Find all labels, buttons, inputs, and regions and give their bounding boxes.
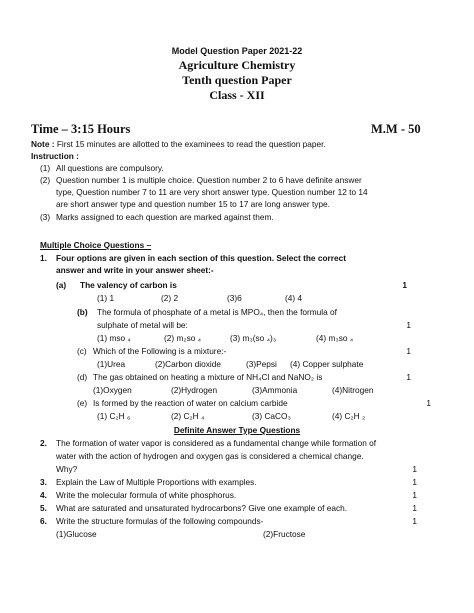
option: (1) mso ₄: [97, 333, 131, 343]
instruction-text: Marks assigned to each question are marked against them.: [56, 212, 274, 222]
question-text: water with the action of hydrogen and oxygen gas is considered a chemical change.: [56, 451, 364, 461]
marks: 1: [406, 372, 411, 382]
question-number: 5.: [40, 503, 47, 513]
part-stem: sulphate of metal will be:: [97, 320, 188, 330]
option: (4) m₃so ₄: [316, 333, 354, 343]
question-text: Four options are given in each section of this question. Select the correct: [56, 253, 346, 263]
max-marks-label: M.M - 50: [371, 122, 421, 136]
instruction-text: are short answer type and question number 15 to 17 are long answer type.: [56, 199, 330, 209]
option: (1)Urea: [97, 359, 126, 369]
option: (4) 4: [285, 293, 303, 303]
option: (2)Fructose: [263, 529, 306, 539]
instruction-text: type, Question number 7 to 11 are very short answer type. Question number 12 to 14: [56, 187, 368, 197]
question-number: 4.: [40, 490, 47, 500]
part-label: (c): [77, 346, 87, 356]
question-number: 6.: [40, 516, 47, 526]
question-text: Explain the Law of Multiple Proportions with examples.: [56, 477, 257, 487]
question-number: 2.: [40, 438, 47, 448]
marks: 1: [412, 516, 417, 526]
note-label: Note :: [31, 139, 55, 149]
class-title: Class - XII: [209, 88, 265, 102]
question-number: 1.: [40, 253, 47, 263]
option: (2) m₂so ₄: [164, 333, 202, 343]
question-text: Write the structure formulas of the following compounds-: [56, 516, 264, 526]
part-label: (b): [77, 307, 88, 317]
part-stem: The gas obtained on heating a mixture of NH₄Cl and NaNO₂ is: [93, 372, 323, 382]
instruction-num: (1): [40, 163, 51, 173]
question-text: answer and write in your answer sheet:-: [56, 265, 214, 275]
marks: 1: [412, 490, 417, 500]
option: (2)Hydrogen: [171, 385, 218, 395]
option: (1) 1: [97, 293, 115, 303]
question-text: Why?: [56, 464, 78, 474]
part-label: (e): [77, 398, 88, 408]
option: (3)6: [227, 293, 242, 303]
mcq-heading: Multiple Choice Questions –: [40, 240, 152, 250]
option: (4) Copper sulphate: [290, 359, 364, 369]
marks: 1: [412, 503, 417, 513]
part-label: (d): [77, 372, 88, 382]
note-line: [31, 139, 326, 150]
option: (3)Ammonia: [252, 385, 298, 395]
question-text: What are saturated and unsaturated hydrocarbons? Give one example of each.: [56, 503, 348, 513]
marks: 1: [412, 464, 417, 474]
option: (3)Pepsi: [246, 359, 277, 369]
question-text: The formation of water vapor is considered as a fundamental change while formation of: [56, 438, 377, 448]
paper-name: Tenth question Paper: [182, 73, 292, 87]
part-label: (a): [56, 280, 67, 290]
subject-title: Agriculture Chemistry: [178, 58, 296, 72]
option: (4) C₂H ₂: [332, 411, 366, 421]
time-label: Time – 3:15 Hours: [31, 122, 131, 136]
question-number: 3.: [40, 477, 47, 487]
option: (2) C₂H ₄: [171, 411, 205, 421]
option: (4)Nitrogen: [332, 385, 374, 395]
part-stem: The formula of phosphate of a metal is MPO₄, then the formula of: [97, 307, 337, 317]
marks: 1: [402, 280, 407, 290]
part-stem: The valency of carbon is: [80, 280, 177, 290]
marks: 1: [412, 477, 417, 487]
marks: 1: [406, 320, 411, 330]
option: (1)Glucose: [56, 529, 97, 539]
option: (1)Oxygen: [93, 385, 132, 395]
paper-title-line: Model Question Paper 2021-22: [171, 46, 303, 56]
instruction-num: (3): [40, 212, 51, 222]
part-stem: Which of the Following is a mixture:-: [93, 346, 227, 356]
definite-heading: Definite Answer Type Questions: [173, 425, 301, 435]
option: (2) 2: [161, 293, 179, 303]
part-stem: Is formed by the reaction of water on calcium carbide: [93, 398, 288, 408]
option: (3) m₃(so ₄)₃: [230, 333, 277, 343]
note-text: First 15 minutes are allotted to the examinees to read the question paper.: [54, 139, 326, 149]
option: (2)Carbon dioxide: [155, 359, 221, 369]
option: (3) CaCO₃: [252, 411, 291, 421]
marks: 1: [406, 346, 411, 356]
instruction-text: Question number 1 is multiple choice. Question number 2 to 6 have definite answer: [56, 175, 362, 185]
question-text: Write the molecular formula of white phosphorus.: [56, 490, 237, 500]
instruction-heading: Instruction :: [31, 151, 79, 161]
instruction-num: (2): [40, 175, 51, 185]
marks: 1: [426, 398, 431, 408]
instruction-text: All questions are compulsory.: [56, 163, 164, 173]
option: (1) C₂H ₆: [97, 411, 131, 421]
